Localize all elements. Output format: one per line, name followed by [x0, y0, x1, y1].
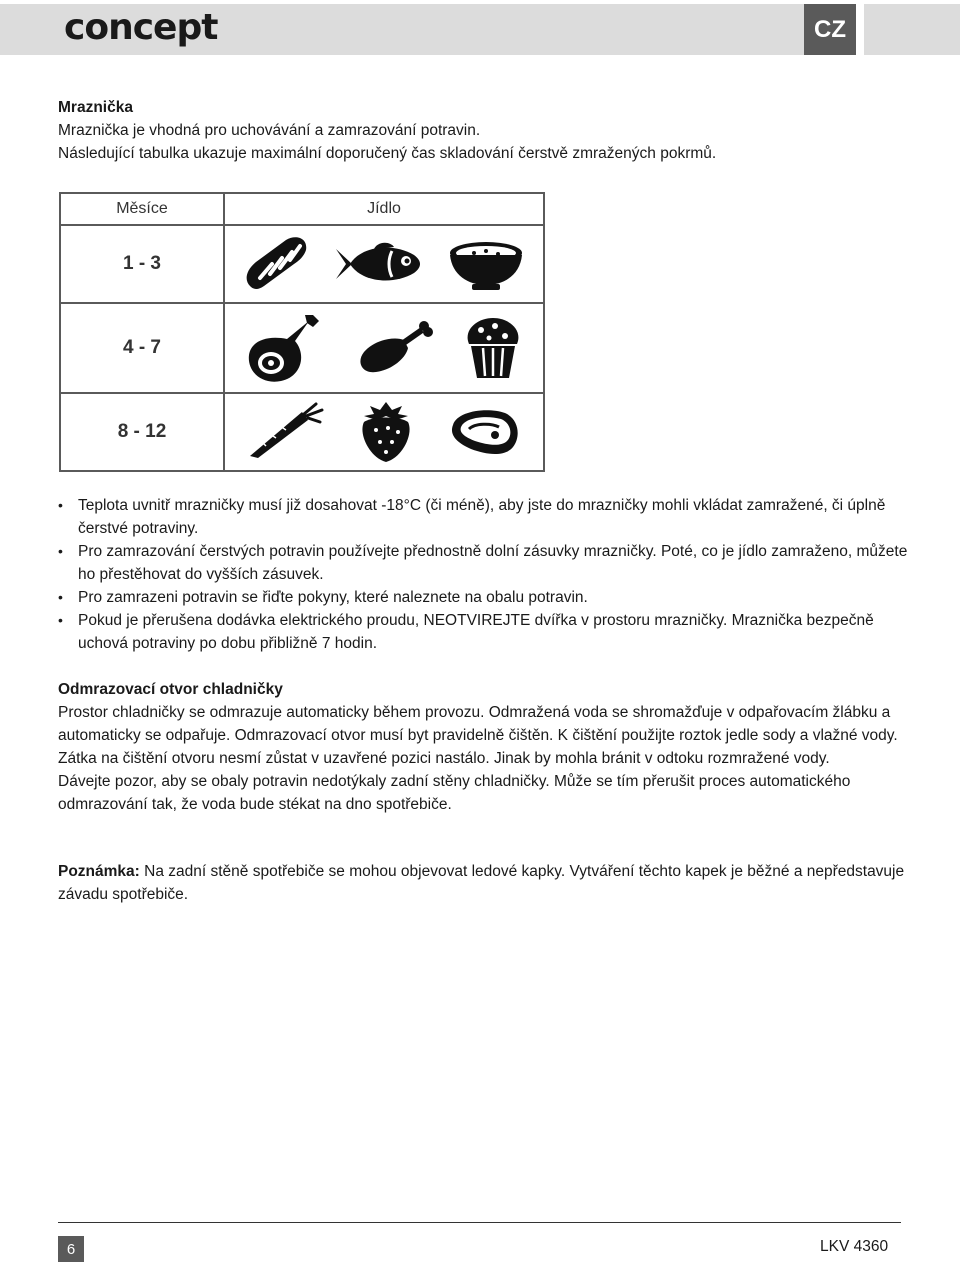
defrost-paragraph: Dávejte pozor, aby se obaly potravin nedotýkaly zadní stěny chladničky. Může se tím přerušit proces automatického odmrazování tak, že voda bude stékat na dno spotřebiče.: [58, 773, 851, 813]
table-row: [60, 303, 544, 393]
food-cell: [224, 225, 544, 303]
note-paragraph: [58, 860, 918, 906]
defrost-title: Odmrazovací otvor chladničky: [58, 681, 283, 698]
ham-icon: [245, 311, 325, 386]
months-cell: 8 - 12: [60, 393, 224, 471]
page-number: 6: [58, 1236, 84, 1262]
header-divider: [856, 4, 864, 55]
table-header-months: Měsíce: [60, 193, 224, 225]
carrot-icon: [246, 402, 326, 462]
strawberry-icon: [356, 400, 416, 465]
model-number: LKV 4360: [820, 1238, 889, 1255]
list-item: • Pokud je přerušena dodávka elektrického proudu, NEOTVIREJTE dvířka v prostoru mrazničky. Mraznička bezpečně uchová potraviny po dobu přibližně 7 hodin.: [58, 609, 918, 655]
muffin-icon: [463, 316, 523, 381]
freezer-intro-line: Následující tabulka ukazuje maximální doporučený čas skladování čerstvě zmražených pokrmů.: [58, 145, 717, 162]
table-header-food: Jídlo: [224, 193, 544, 225]
bread-icon: [242, 234, 312, 294]
note-section: [58, 860, 918, 906]
freezer-intro-line: Mraznička je vhodná pro uchovávání a zamrazování potravin.: [58, 122, 481, 139]
fish-icon: [334, 239, 424, 289]
defrost-paragraph: Zátka na čištění otvoru nesmí zůstat v uzavřené pozici nastálo. Jinak by mohla bránit v odtoku rozmražené vody.: [58, 750, 830, 767]
food-cell: [224, 303, 544, 393]
note-text: Na zadní stěně spotřebiče se mohou objevovat ledové kapky. Vytváření těchto kapek je běžné a nepředstavuje závadu spotřebiče.: [58, 863, 905, 903]
list-item: • Pro zamrazování čerstvých potravin používejte přednostně dolní zásuvky mrazničky. Poté, co je jídlo zamraženo, můžete ho přestěhovat do vyšších zásuvek.: [58, 540, 918, 586]
table-row: [60, 393, 544, 471]
defrost-section: [58, 678, 918, 816]
list-item: • Pro zamrazeni potravin se řiďte pokyny, které naleznete na obalu potravin.: [58, 586, 918, 609]
freezer-title: Mraznička: [58, 99, 133, 116]
footer-divider: [58, 1222, 901, 1223]
freezer-section: [58, 96, 918, 165]
steak-icon: [447, 405, 522, 460]
months-cell: 4 - 7: [60, 303, 224, 393]
chicken-leg-icon: [354, 318, 434, 378]
list-item: • Teplota uvnitř mrazničky musí již dosahovat -18°C (či méně), aby jste do mrazničky mohli vkládat zamražené, či úplně čerstvé potraviny.: [58, 494, 918, 540]
months-cell: 1 - 3: [60, 225, 224, 303]
language-badge: CZ: [804, 4, 856, 55]
note-label: Poznámka:: [58, 863, 140, 880]
table-row: [60, 225, 544, 303]
storage-table: [59, 192, 545, 472]
brand-logo: concept: [64, 7, 218, 48]
food-cell: [224, 393, 544, 471]
freezer-bullet-list: [58, 494, 918, 655]
soup-bowl-icon: [446, 237, 526, 292]
defrost-paragraph: Prostor chladničky se odmrazuje automaticky během provozu. Odmražená voda se shromažďuje v odpařovacím žlábku a automaticky se odpařuje. Odmrazovací otvor musí byt pravidelně čištěn. K čištění použijte roztok jedle sody a vlažné vody.: [58, 704, 898, 744]
